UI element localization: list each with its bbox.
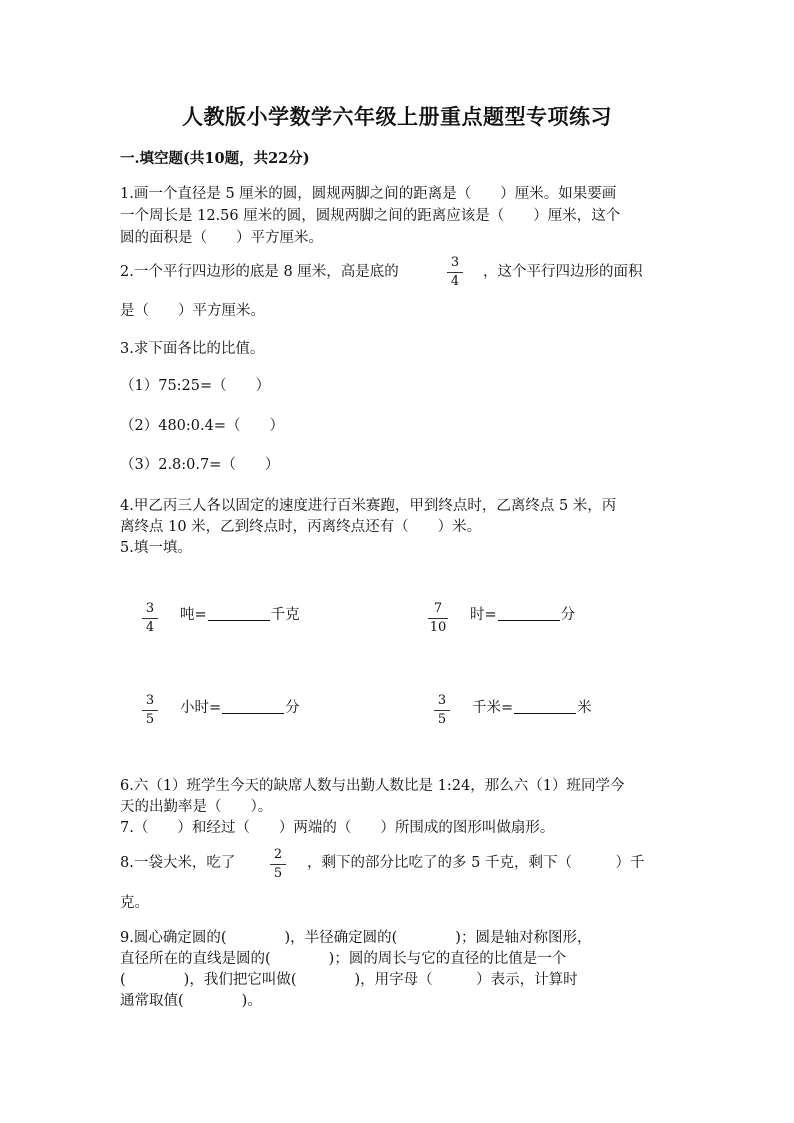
q1-line-3: 圆的面积是（ ）平方厘米。 [120,230,323,246]
q3-item-3: （3）2.8:0.7=（ ） [120,457,280,473]
fraction-denominator: 4 [450,274,460,289]
q5-item-1 [180,605,300,626]
q6-line-2: 天的出勤率是（ ）。 [120,799,273,815]
answer-blank[interactable] [222,699,284,714]
q9-line-3: ( )，我们把它叫做( )，用字母（ ）表示，计算时 [120,972,578,988]
q8-line-1-pre: 8.一袋大米，吃了 [120,855,236,871]
q8-line-2: 克。 [120,895,149,911]
q3-stem: 3.求下面各比的比值。 [120,341,265,357]
fraction-denominator: 10 [429,620,447,635]
q7-line: 7.（ ）和经过（ ）两端的（ ）所围成的图形叫做扇形。 [120,820,555,836]
page-title: 人教版小学数学六年级上册重点题型专项练习 [182,104,612,129]
q5-item-2-fraction [428,602,448,635]
q3-item-2: （2）480:0.4=（ ） [120,418,284,434]
fraction-numerator: 3 [450,255,460,270]
q5-item-2-unit-to: 分 [560,607,576,623]
fraction-denominator: 5 [437,712,447,727]
q9-line-2: 直径所在的直线是圆的( )；圆的周长与它的直径的比值是一个 [120,951,567,967]
fraction-denominator: 5 [273,866,283,881]
fraction-bar [142,618,158,619]
fraction-bar [142,710,158,711]
q5-item-4 [472,698,592,719]
q4-line-1: 4.甲乙丙三人各以固定的速度进行百米赛跑，甲到终点时，乙离终点 5 米，丙 [120,498,617,514]
fraction-denominator: 5 [145,712,155,727]
q5-item-1-fraction [142,602,158,635]
q5-item-4-unit-to: 米 [577,700,592,716]
q8-line-1-post: ，剩下的部分比吃了的多 5 千克，剩下（ ）千 [307,855,645,871]
q5-item-3-unit-from: 小时= [180,700,222,716]
fraction-bar [428,618,448,619]
q5-item-3-unit-to: 分 [285,700,300,716]
fraction-denominator: 4 [145,620,155,635]
fraction-bar [270,864,286,865]
q4-line-2: 离终点 10 米，乙到终点时，丙离终点还有（ ）米。 [120,519,482,535]
q2-line-2: 是（ ）平方厘米。 [120,303,265,319]
fraction-bar [434,710,450,711]
q1-line-1: 1.画一个直径是 5 厘米的圆，圆规两脚之间的距离是（ ）厘米。如果要画 [120,186,617,202]
q1-line-2: 一个周长是 12.56 厘米的圆，圆规两脚之间的距离应该是（ ）厘米，这个 [120,208,621,224]
answer-blank[interactable] [514,699,576,714]
q5-item-2-unit-from: 时= [470,607,497,623]
q5-item-3 [180,698,300,719]
q6-line-1: 6.六（1）班学生今天的缺席人数与出勤人数比是 1:24，那么六（1）班同学今 [120,778,625,794]
q5-item-1-unit-to: 千克 [270,607,300,623]
q2-fraction [447,256,463,289]
q2-line-1-pre: 2.一个平行四边形的底是 8 厘米，高是底的 [120,264,399,280]
q5-item-4-unit-from: 千米= [472,700,514,716]
q5-item-3-fraction [142,694,158,727]
q9-line-1: 9.圆心确定圆的( )，半径确定圆的( )；圆是轴对称图形， [120,930,592,946]
fraction-numerator: 3 [437,693,447,708]
answer-blank[interactable] [208,606,270,621]
fraction-numerator: 3 [145,601,155,616]
q9-line-4: 通常取值( )。 [120,993,262,1009]
answer-blank[interactable] [498,606,560,621]
q3-item-1: （1）75:25=（ ） [120,378,271,394]
fraction-numerator: 3 [145,693,155,708]
fraction-numerator: 7 [433,601,443,616]
q5-stem: 5.填一填。 [120,540,192,556]
fraction-bar [447,272,463,273]
q5-item-1-unit-from: 吨= [180,607,207,623]
q5-item-2 [470,605,575,626]
fraction-numerator: 2 [273,847,283,862]
q2-line-1-post: ，这个平行四边形的面积 [483,264,643,280]
q5-item-4-fraction [434,694,450,727]
q8-fraction [270,848,286,881]
section-heading: 一.填空题(共10题，共22分) [120,150,310,167]
